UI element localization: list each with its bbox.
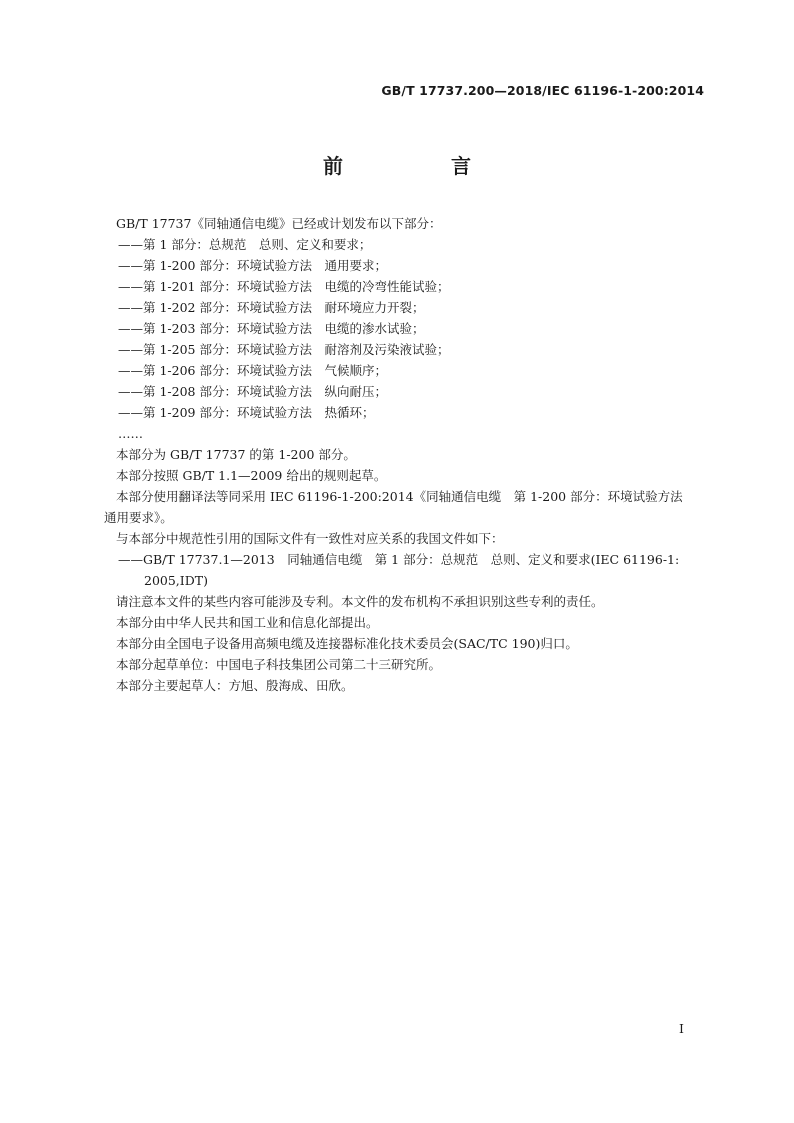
- paragraph: 本部分由中华人民共和国工业和信息化部提出。: [116, 615, 379, 630]
- paragraph: 与本部分中规范性引用的国际文件有一致性对应关系的我国文件如下：: [116, 531, 504, 546]
- paragraph: 请注意本文件的某些内容可能涉及专利。本文件的发布机构不承担识别这些专利的责任。: [116, 594, 604, 609]
- paragraph: 本部分主要起草人：方旭、殷海成、田欣。: [116, 678, 354, 693]
- list-item: ——第 1-200 部分：环境试验方法 通用要求；: [118, 258, 387, 273]
- list-item: ——第 1-208 部分：环境试验方法 纵向耐压；: [118, 384, 387, 399]
- list-item: ——第 1-209 部分：环境试验方法 热循环；: [118, 405, 375, 420]
- paragraph: 本部分为 GB/T 17737 的第 1-200 部分。: [116, 447, 356, 462]
- intro-paragraph: GB/T 17737《同轴通信电缆》已经或计划发布以下部分：: [116, 216, 442, 231]
- paragraph-continuation: 通用要求》。: [104, 510, 173, 525]
- paragraph: 本部分起草单位：中国电子科技集团公司第二十三研究所。: [116, 657, 442, 672]
- paragraph: 本部分由全国电子设备用高频电缆及连接器标准化技术委员会(SAC/TC 190)归口。: [116, 636, 578, 651]
- paragraph: 本部分按照 GB/T 1.1—2009 给出的规则起草。: [116, 468, 387, 483]
- list-item: ——第 1-201 部分：环境试验方法 电缆的冷弯性能试验；: [118, 279, 450, 294]
- page-number: I: [679, 1021, 684, 1036]
- list-item: ——第 1-203 部分：环境试验方法 电缆的渗水试验；: [118, 321, 425, 336]
- list-item: ——第 1 部分：总规范 总则、定义和要求；: [118, 237, 372, 252]
- parts-list: [104, 234, 704, 423]
- list-item: ——第 1-206 部分：环境试验方法 气候顺序；: [118, 363, 387, 378]
- paragraph: 本部分使用翻译法等同采用 IEC 61196-1-200:2014《同轴通信电缆 第 1-200 部分：环境试验方法: [116, 489, 683, 504]
- list-item-continuation: 2005,IDT): [144, 573, 208, 588]
- ellipsis: ……: [118, 426, 143, 441]
- page-title: 前 言: [323, 154, 515, 178]
- list-item: ——第 1-202 部分：环境试验方法 耐环境应力开裂；: [118, 300, 425, 315]
- standard-number-header: GB/T 17737.200—2018/IEC 61196-1-200:2014: [381, 83, 704, 98]
- list-item: ——第 1-205 部分：环境试验方法 耐溶剂及污染液试验；: [118, 342, 450, 357]
- foreword-content: [104, 213, 704, 696]
- list-item: ——GB/T 17737.1—2013 同轴通信电缆 第 1 部分：总规范 总则、定义和要求(IEC 61196-1:: [118, 552, 680, 567]
